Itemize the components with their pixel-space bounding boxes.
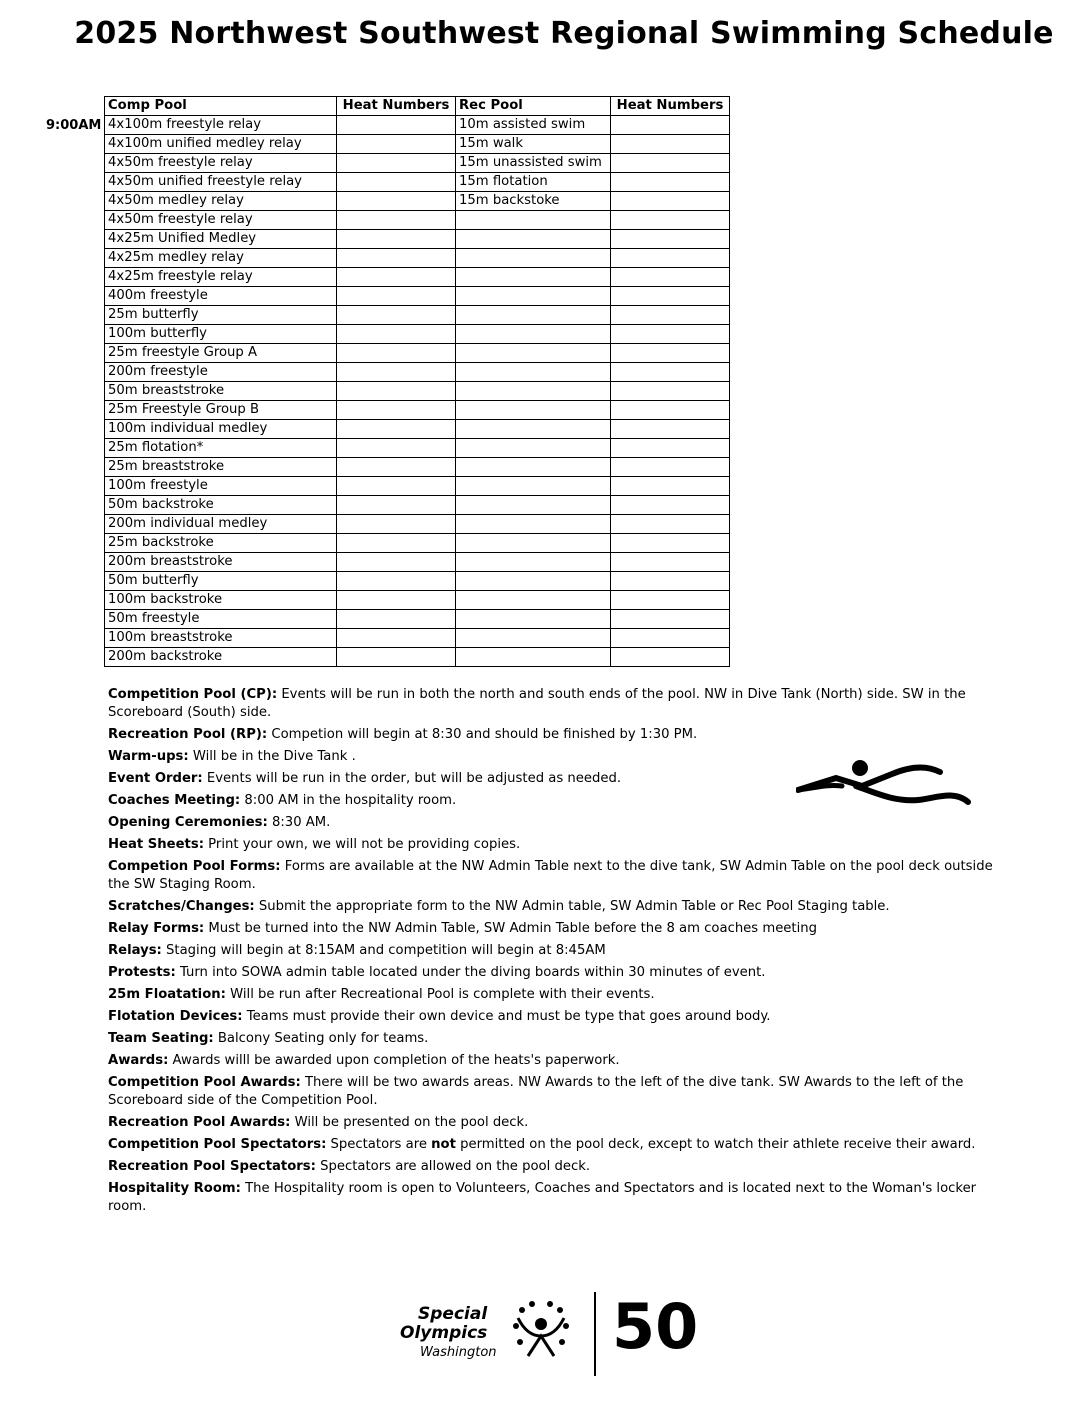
note-label: Flotation Devices: <box>108 1009 243 1024</box>
page-title: 2025 Northwest Southwest Regional Swimming Schedule <box>74 16 1054 51</box>
rec-pool-event <box>456 534 611 553</box>
rec-pool-event <box>456 515 611 534</box>
schedule-table <box>104 96 730 667</box>
rec-heat-numbers <box>611 439 730 458</box>
note-label: Competion Pool Forms: <box>108 859 281 874</box>
note-text: Awards willl be awarded upon completion of the heats's paperwork. <box>168 1053 620 1068</box>
note-text: Spectators are allowed on the pool deck. <box>315 1159 591 1174</box>
rec-heat-numbers <box>611 401 730 420</box>
note-text: 8:00 AM in the hospitality room. <box>240 793 457 808</box>
comp-heat-numbers <box>337 420 456 439</box>
comp-pool-event: 50m butterfly <box>105 572 337 591</box>
note-text: The Hospitality room is open to Volunteers, Coaches and Spectators and is located next to the Woman's locker room. <box>108 1181 977 1214</box>
comp-heat-numbers <box>337 230 456 249</box>
header-heat-numbers-rec: Heat Numbers <box>611 97 730 116</box>
comp-heat-numbers <box>337 439 456 458</box>
comp-heat-numbers <box>337 382 456 401</box>
comp-pool-event: 200m breaststroke <box>105 553 337 572</box>
start-time: 9:00AM <box>46 118 102 133</box>
rec-heat-numbers <box>611 116 730 135</box>
comp-pool-event: 100m individual medley <box>105 420 337 439</box>
comp-heat-numbers <box>337 534 456 553</box>
note-item <box>108 920 1008 938</box>
note-text: Will be run after Recreational Pool is complete with their events. <box>225 987 655 1002</box>
comp-heat-numbers <box>337 116 456 135</box>
rec-pool-event <box>456 458 611 477</box>
table-row <box>105 211 730 230</box>
comp-heat-numbers <box>337 458 456 477</box>
comp-heat-numbers <box>337 515 456 534</box>
table-row <box>105 249 730 268</box>
rec-heat-numbers <box>611 287 730 306</box>
note-label: Relay Forms: <box>108 921 205 936</box>
rec-pool-event <box>456 287 611 306</box>
note-text: Must be turned into the NW Admin Table, SW Admin Table before the 8 am coaches meeting <box>204 921 817 936</box>
note-label: Competition Pool Spectators: <box>108 1137 327 1152</box>
rec-heat-numbers <box>611 591 730 610</box>
note-text: Events will be run in both the north and south ends of the pool. NW in Dive Tank (North) side. SW in the Scoreboard (South) side. <box>108 687 966 720</box>
rec-pool-event <box>456 591 611 610</box>
rec-pool-event <box>456 325 611 344</box>
comp-heat-numbers <box>337 135 456 154</box>
rec-heat-numbers <box>611 363 730 382</box>
comp-heat-numbers <box>337 306 456 325</box>
rec-heat-numbers <box>611 154 730 173</box>
note-text: Forms are available at the NW Admin Table next to the dive tank, SW Admin Table on the pool deck outside the SW Staging Room. <box>108 859 993 892</box>
rec-pool-event <box>456 439 611 458</box>
note-label: Team Seating: <box>108 1031 214 1046</box>
rec-heat-numbers <box>611 458 730 477</box>
comp-pool-event: 4x25m freestyle relay <box>105 268 337 287</box>
note-label: Relays: <box>108 943 162 958</box>
comp-heat-numbers <box>337 173 456 192</box>
rec-pool-event <box>456 610 611 629</box>
rec-pool-event <box>456 382 611 401</box>
comp-pool-event: 50m breaststroke <box>105 382 337 401</box>
comp-heat-numbers <box>337 211 456 230</box>
note-text: There will be two awards areas. NW Awards to the left of the dive tank. SW Awards to the left of the Scoreboard side of the Competition Pool. <box>108 1075 964 1108</box>
rec-pool-event <box>456 211 611 230</box>
comp-pool-event: 4x50m freestyle relay <box>105 154 337 173</box>
comp-heat-numbers <box>337 401 456 420</box>
table-row <box>105 477 730 496</box>
table-row <box>105 515 730 534</box>
comp-pool-event: 100m freestyle <box>105 477 337 496</box>
comp-heat-numbers <box>337 249 456 268</box>
comp-pool-event: 200m individual medley <box>105 515 337 534</box>
note-text: Will be presented on the pool deck. <box>290 1115 529 1130</box>
swimmer-icon <box>796 756 972 816</box>
rec-heat-numbers <box>611 135 730 154</box>
note-item <box>108 1180 1008 1216</box>
comp-pool-event: 100m butterfly <box>105 325 337 344</box>
table-row <box>105 610 730 629</box>
rec-heat-numbers <box>611 249 730 268</box>
rec-heat-numbers <box>611 496 730 515</box>
comp-pool-event: 25m flotation* <box>105 439 337 458</box>
note-label: Recreation Pool Spectators: <box>108 1159 316 1174</box>
comp-heat-numbers <box>337 154 456 173</box>
comp-heat-numbers <box>337 268 456 287</box>
note-text: Spectators are <box>326 1137 432 1152</box>
comp-pool-event: 25m breaststroke <box>105 458 337 477</box>
rec-pool-event <box>456 401 611 420</box>
note-label: Awards: <box>108 1053 169 1068</box>
rec-heat-numbers <box>611 515 730 534</box>
rec-heat-numbers <box>611 572 730 591</box>
rec-pool-event <box>456 477 611 496</box>
comp-heat-numbers <box>337 363 456 382</box>
rec-pool-event <box>456 629 611 648</box>
rec-pool-event <box>456 306 611 325</box>
table-row <box>105 325 730 344</box>
comp-pool-event: 50m backstroke <box>105 496 337 515</box>
comp-pool-event: 200m freestyle <box>105 363 337 382</box>
rec-heat-numbers <box>611 420 730 439</box>
note-text-continued: permitted on the pool deck, except to watch their athlete receive their award. <box>455 1137 976 1152</box>
table-row <box>105 591 730 610</box>
rec-heat-numbers <box>611 534 730 553</box>
comp-pool-event: 4x50m medley relay <box>105 192 337 211</box>
header-rec-pool: Rec Pool <box>456 97 611 116</box>
note-text: Print your own, we will not be providing copies. <box>203 837 521 852</box>
header-heat-numbers-comp: Heat Numbers <box>337 97 456 116</box>
note-label: Protests: <box>108 965 176 980</box>
comp-pool-event: 25m butterfly <box>105 306 337 325</box>
note-label: Coaches Meeting: <box>108 793 241 808</box>
special-olympics-logo <box>398 1292 728 1376</box>
comp-heat-numbers <box>337 325 456 344</box>
comp-pool-event: 4x100m freestyle relay <box>105 116 337 135</box>
comp-pool-event: 200m backstroke <box>105 648 337 667</box>
rec-pool-event: 15m backstoke <box>456 192 611 211</box>
note-item <box>108 1052 1008 1070</box>
comp-heat-numbers <box>337 477 456 496</box>
comp-pool-event: 4x50m unified freestyle relay <box>105 173 337 192</box>
table-row <box>105 458 730 477</box>
table-row <box>105 287 730 306</box>
table-row <box>105 192 730 211</box>
note-item <box>108 686 1008 722</box>
note-text: Staging will begin at 8:15AM and competition will begin at 8:45AM <box>161 943 606 958</box>
logo-divider <box>594 1292 596 1376</box>
rec-heat-numbers <box>611 553 730 572</box>
comp-heat-numbers <box>337 629 456 648</box>
table-row <box>105 401 730 420</box>
note-item <box>108 1074 1008 1110</box>
note-label: Hospitality Room: <box>108 1181 241 1196</box>
logo-line2: Olympics <box>400 1323 488 1343</box>
table-row <box>105 154 730 173</box>
table-row <box>105 135 730 154</box>
rec-heat-numbers <box>611 325 730 344</box>
table-row <box>105 648 730 667</box>
comp-pool-event: 400m freestyle <box>105 287 337 306</box>
note-item <box>108 1030 1008 1048</box>
note-label: Recreation Pool Awards: <box>108 1115 291 1130</box>
note-item <box>108 986 1008 1004</box>
rec-pool-event <box>456 249 611 268</box>
comp-pool-event: 25m Freestyle Group B <box>105 401 337 420</box>
rec-pool-event <box>456 344 611 363</box>
table-row <box>105 173 730 192</box>
table-row <box>105 629 730 648</box>
table-row <box>105 230 730 249</box>
table-row <box>105 363 730 382</box>
rec-heat-numbers <box>611 610 730 629</box>
note-text: Turn into SOWA admin table located under the diving boards within 30 minutes of event. <box>175 965 766 980</box>
rec-pool-event: 15m unassisted swim <box>456 154 611 173</box>
note-text: 8:30 AM. <box>267 815 331 830</box>
rec-heat-numbers <box>611 344 730 363</box>
note-item <box>108 1158 1008 1176</box>
note-text: Competion will begin at 8:30 and should be finished by 1:30 PM. <box>267 727 698 742</box>
note-item <box>108 1114 1008 1132</box>
note-item <box>108 1136 1008 1154</box>
comp-pool-event: 100m breaststroke <box>105 629 337 648</box>
rec-pool-event: 10m assisted swim <box>456 116 611 135</box>
rec-heat-numbers <box>611 230 730 249</box>
schedule-body <box>105 116 730 667</box>
rec-heat-numbers <box>611 629 730 648</box>
rec-pool-event: 15m walk <box>456 135 611 154</box>
note-label: Warm-ups: <box>108 749 189 764</box>
rec-pool-event: 15m flotation <box>456 173 611 192</box>
note-item <box>108 964 1008 982</box>
rec-pool-event <box>456 230 611 249</box>
note-text: Will be in the Dive Tank . <box>188 749 356 764</box>
rec-heat-numbers <box>611 192 730 211</box>
comp-heat-numbers <box>337 572 456 591</box>
comp-pool-event: 25m backstroke <box>105 534 337 553</box>
rec-pool-event <box>456 496 611 515</box>
note-label: Competition Pool (CP): <box>108 687 278 702</box>
note-item <box>108 898 1008 916</box>
table-row <box>105 116 730 135</box>
table-row <box>105 572 730 591</box>
table-row <box>105 553 730 572</box>
table-header-row <box>105 97 730 116</box>
logo-line3: Washington <box>420 1345 497 1360</box>
comp-pool-event: 4x25m medley relay <box>105 249 337 268</box>
table-row <box>105 306 730 325</box>
table-row <box>105 268 730 287</box>
special-olympics-emblem-icon <box>510 1300 572 1360</box>
logo-line1: Special <box>418 1304 488 1324</box>
note-item <box>108 1008 1008 1026</box>
note-text: Events will be run in the order, but will be adjusted as needed. <box>202 771 622 786</box>
rec-heat-numbers <box>611 306 730 325</box>
rec-heat-numbers <box>611 382 730 401</box>
rec-pool-event <box>456 420 611 439</box>
comp-heat-numbers <box>337 496 456 515</box>
comp-pool-event: 4x100m unified medley relay <box>105 135 337 154</box>
note-label: Heat Sheets: <box>108 837 204 852</box>
rec-pool-event <box>456 572 611 591</box>
table-row <box>105 534 730 553</box>
note-label: Opening Ceremonies: <box>108 815 268 830</box>
comp-heat-numbers <box>337 287 456 306</box>
rec-heat-numbers <box>611 648 730 667</box>
rec-heat-numbers <box>611 173 730 192</box>
rec-pool-event <box>456 553 611 572</box>
note-label: Event Order: <box>108 771 203 786</box>
note-label: Scratches/Changes: <box>108 899 255 914</box>
comp-heat-numbers <box>337 591 456 610</box>
rec-heat-numbers <box>611 268 730 287</box>
note-label: 25m Floatation: <box>108 987 226 1002</box>
note-item <box>108 726 1008 744</box>
table-row <box>105 344 730 363</box>
comp-pool-event: 4x50m freestyle relay <box>105 211 337 230</box>
note-item <box>108 942 1008 960</box>
header-comp-pool: Comp Pool <box>105 97 337 116</box>
note-emphasis: not <box>431 1137 456 1152</box>
comp-heat-numbers <box>337 192 456 211</box>
comp-pool-event: 25m freestyle Group A <box>105 344 337 363</box>
table-row <box>105 420 730 439</box>
rec-heat-numbers <box>611 211 730 230</box>
comp-pool-event: 100m backstroke <box>105 591 337 610</box>
table-row <box>105 382 730 401</box>
note-text: Teams must provide their own device and must be type that goes around body. <box>242 1009 771 1024</box>
comp-heat-numbers <box>337 553 456 572</box>
table-row <box>105 439 730 458</box>
comp-pool-event: 50m freestyle <box>105 610 337 629</box>
note-item <box>108 814 1008 832</box>
rec-pool-event <box>456 268 611 287</box>
rec-pool-event <box>456 648 611 667</box>
note-item <box>108 836 1008 854</box>
comp-heat-numbers <box>337 648 456 667</box>
comp-pool-event: 4x25m Unified Medley <box>105 230 337 249</box>
note-label: Recreation Pool (RP): <box>108 727 268 742</box>
table-row <box>105 496 730 515</box>
note-text: Submit the appropriate form to the NW Admin table, SW Admin Table or Rec Pool Staging table. <box>254 899 890 914</box>
rec-heat-numbers <box>611 477 730 496</box>
anniversary-number: 50 <box>612 1290 699 1363</box>
note-label: Competition Pool Awards: <box>108 1075 301 1090</box>
comp-heat-numbers <box>337 610 456 629</box>
rec-pool-event <box>456 363 611 382</box>
note-item <box>108 858 1008 894</box>
comp-heat-numbers <box>337 344 456 363</box>
note-text: Balcony Seating only for teams. <box>213 1031 429 1046</box>
